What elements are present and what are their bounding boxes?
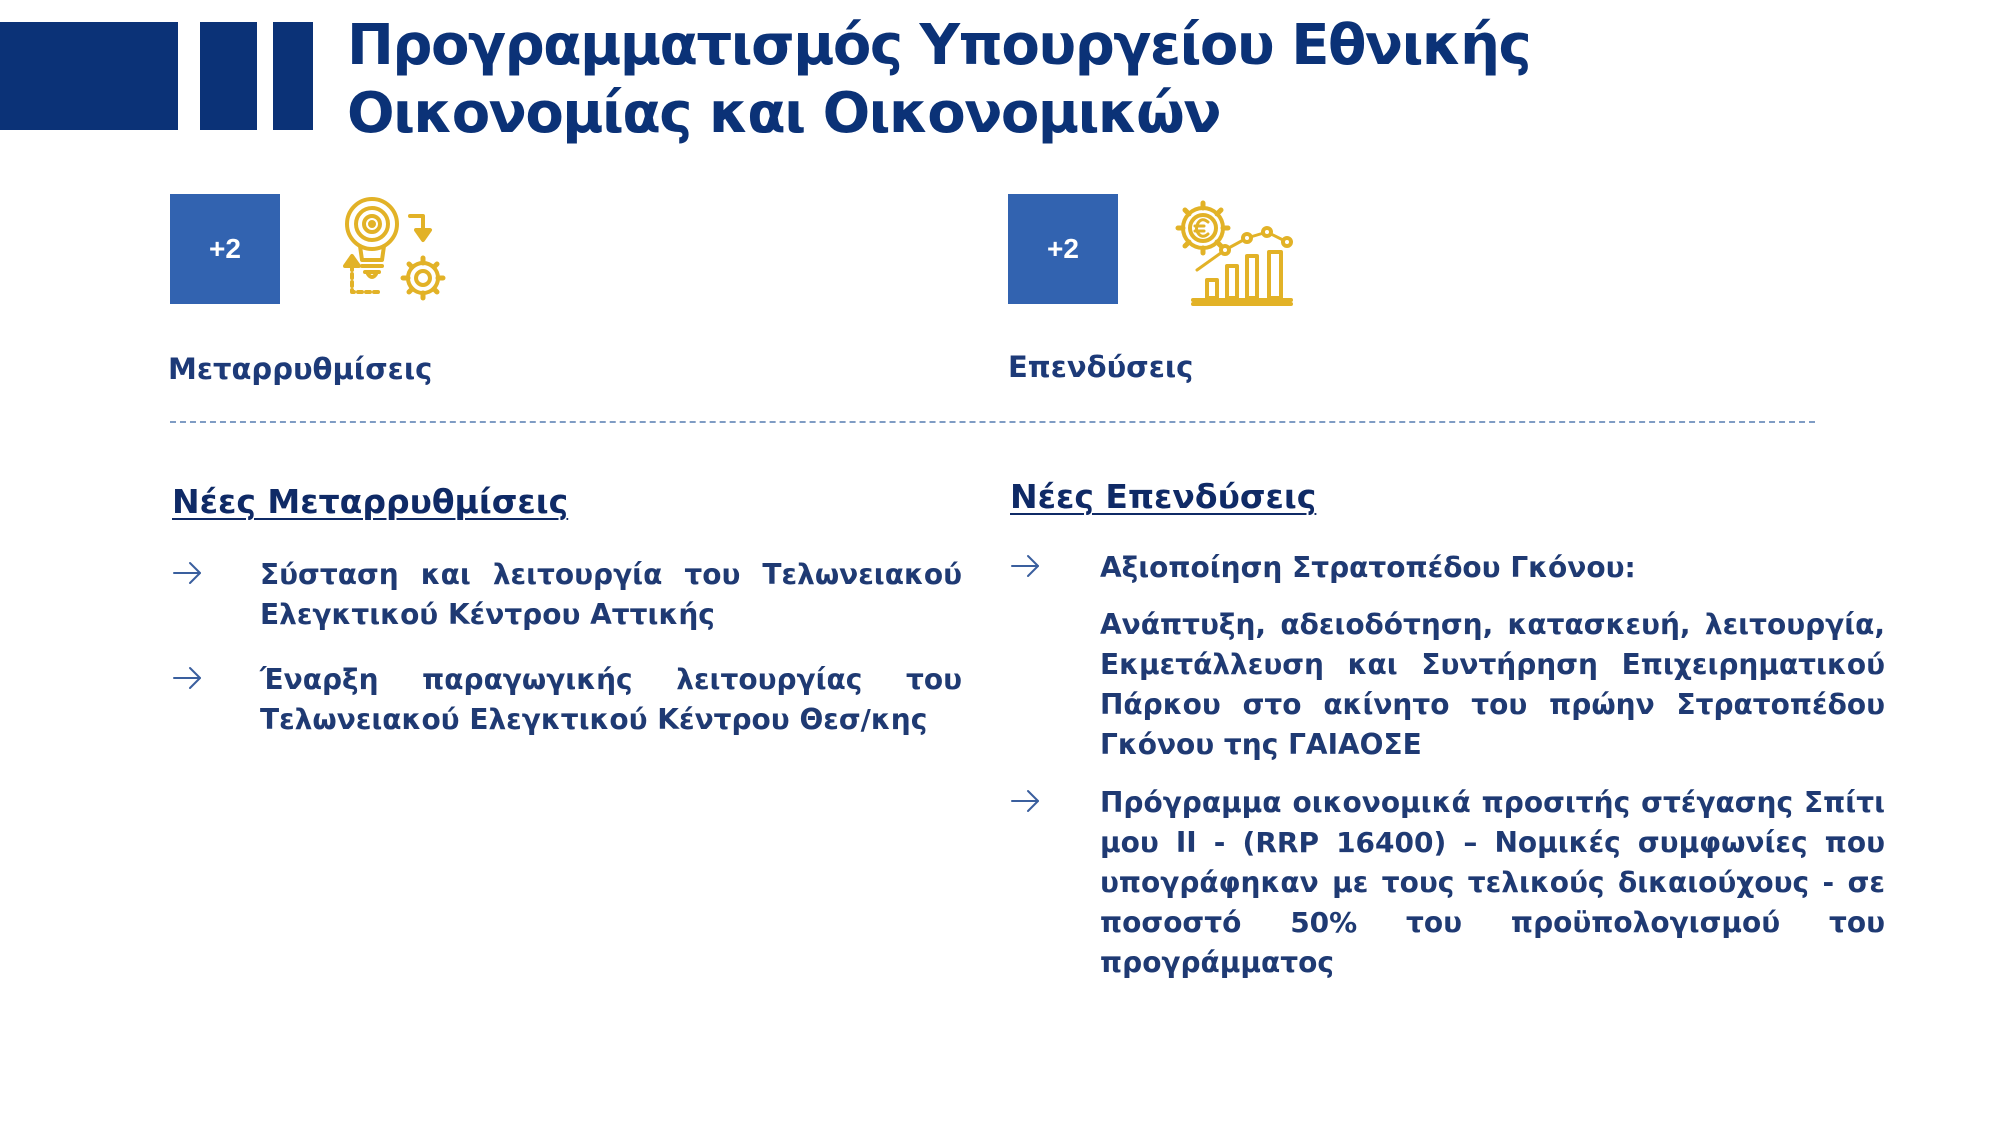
reform-item-text: Σύσταση και λειτουργία του Τελωνειακού Ελεγκτικού Κέντρου Αττικής — [260, 558, 962, 631]
header-bar-narrow — [273, 22, 313, 130]
page-title — [347, 12, 1847, 148]
investment-item-body: Ανάπτυξη, αδειοδότηση, κατασκευή, λειτουργία, Εκμετάλλευση και Συντήρηση Επιχειρηματικού Πάρκου στο ακίνητο του πρώην Στρατοπέδου Γκόνου της ΓΑΙΑΟΣΕ — [1100, 608, 1885, 761]
dashed-divider — [170, 421, 1815, 423]
reform-item-text: Έναρξη παραγωγικής λειτουργίας του Τελωνειακού Ελεγκτικού Κέντρου Θεσ/κης — [260, 663, 962, 736]
list-item — [172, 660, 962, 750]
header-bar-wide — [0, 22, 178, 130]
reforms-count-badge: +2 — [170, 194, 280, 304]
arrow-right-icon — [1010, 787, 1042, 815]
new-investments-title: Νέες Επενδύσεις — [1010, 477, 1317, 516]
arrow-right-icon — [172, 664, 204, 692]
list-item — [1010, 783, 1885, 993]
investments-label: Επενδύσεις — [1008, 350, 1194, 384]
euro-growth-chart-icon — [1175, 200, 1295, 306]
page-title-line1: Προγραμματισμός Υπουργείου Εθνικής — [347, 13, 1531, 78]
header-bar-middle — [200, 22, 257, 130]
reforms-label: Μεταρρυθμίσεις — [168, 352, 433, 386]
list-item — [1010, 548, 1885, 768]
page-title-line2: Οικονομίας και Οικονομικών — [347, 81, 1220, 146]
investments-count-badge: +2 — [1008, 194, 1118, 304]
arrow-right-icon — [172, 559, 204, 587]
investment-item-heading: Αξιοποίηση Στρατοπέδου Γκόνου: — [1100, 551, 1636, 584]
new-reforms-title: Νέες Μεταρρυθμίσεις — [172, 482, 569, 521]
investment-item-heading: Πρόγραμμα οικονομικά προσιτής στέγασης Σπίτι μου ΙΙ - (RRP 16400) – Νομικές συμφωνίες που υπογράφηκαν με τους τελικούς δικαιούχους - σε ποσοστό 50% του προϋπολογισμού του προγράμματος — [1100, 786, 1885, 979]
arrow-right-icon — [1010, 552, 1042, 580]
list-item — [172, 555, 962, 645]
lightbulb-gears-icon — [338, 194, 453, 304]
